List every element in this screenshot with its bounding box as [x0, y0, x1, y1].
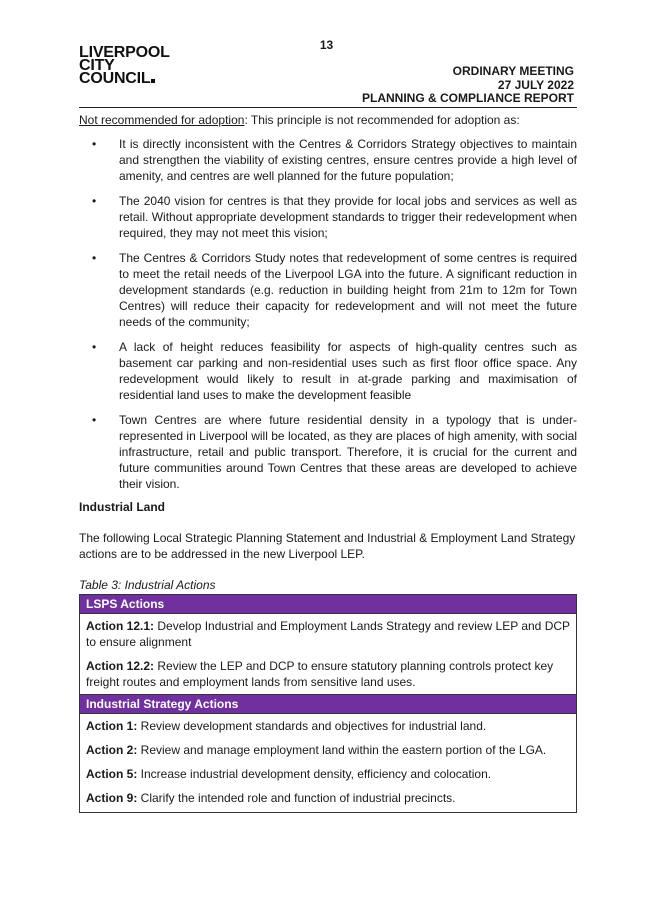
table-row: Action 2: Review and manage employment land within the eastern portion of the LGA. — [80, 738, 577, 762]
table-row: Action 12.2: Review the LEP and DCP to ensure statutory planning controls protect key freight routes and employment lands from sensitive land uses. — [80, 654, 577, 695]
bullet-marker: • — [92, 251, 97, 265]
intro-text: : This principle is not recommended for adoption as: — [244, 113, 520, 127]
bullet-marker: • — [92, 194, 97, 208]
table-row: Action 1: Review development standards and objectives for industrial land. — [80, 714, 577, 739]
logo-line-1: LIVERPOOL — [79, 44, 170, 61]
industrial-paragraph: The following Local Strategic Planning Statement and Industrial & Employment Land Strategy actions are to be addressed in the new Liverpool LEP. — [79, 531, 576, 561]
intro-underlined: Not recommended for adoption — [79, 113, 245, 127]
table-group-heading: LSPS Actions — [80, 595, 577, 614]
bullet-marker: • — [92, 137, 97, 151]
report-title: PLANNING & COMPLIANCE REPORT — [361, 91, 574, 105]
bullet-item: • A lack of height reduces feasibility for aspects of high-quality centres such as basement car parking and non-residential uses such as first floor office space. Any redevelopment would likely to result in at-grade parking and maximisation of residential land uses to make the development feasible — [92, 340, 577, 402]
meeting-name: ORDINARY MEETING — [452, 64, 574, 78]
table-caption: Table 3: Industrial Actions — [79, 578, 216, 592]
council-logo — [79, 46, 170, 85]
meeting-info — [453, 64, 574, 92]
bullet-item: • The 2040 vision for centres is that they provide for local jobs and services as well as retail. Without appropriate development standards to trigger their redevelopment when required, they may not meet this vision; — [92, 194, 577, 240]
bullet-list — [79, 136, 577, 492]
document-body — [79, 112, 577, 813]
header-divider — [79, 107, 577, 108]
bullet-item: • It is directly inconsistent with the Centres & Corridors Strategy objectives to maintain and strengthen the viability of existing centres, ensure centres provide a high level of amenity, and centres are well planned for the future population; — [92, 137, 577, 183]
logo-line-2: CITY — [79, 57, 115, 74]
table-group-heading: Industrial Strategy Actions — [80, 695, 577, 714]
bullet-item: • Town Centres are where future residential density in a typology that is under-represented in Liverpool will be located, as they are places of high amenity, with social infrastructure, retail and public transport. Therefore, it is crucial for the current and future communities around Town Centres that these areas are developed to achieve their vision. — [92, 413, 577, 491]
bullet-marker: • — [92, 340, 97, 354]
table-row: Action 5: Increase industrial development density, efficiency and colocation. — [80, 762, 577, 786]
logo-line-3: COUNCIL — [79, 72, 170, 85]
bullet-item: • The Centres & Corridors Study notes that redevelopment of some centres is required to meet the retail needs of the Liverpool LGA into the future. A significant reduction in development standards (e.g. reduction in building height from 21m to 12m for Town Centres) will reduce their capacity for redevelopment and will not meet the future needs of the community; — [92, 251, 577, 329]
page-number: 13 — [319, 38, 334, 52]
meeting-date: 27 JULY 2022 — [497, 78, 574, 92]
section-heading: Industrial Land — [79, 500, 166, 514]
industrial-actions-table — [79, 594, 577, 813]
intro-paragraph — [79, 112, 577, 128]
table-row: Action 9: Clarify the intended role and function of industrial precincts. — [80, 786, 577, 813]
bullet-marker: • — [92, 413, 97, 427]
table-row: Action 12.1: Develop Industrial and Employment Lands Strategy and review LEP and DCP to ensure alignment — [80, 614, 577, 655]
